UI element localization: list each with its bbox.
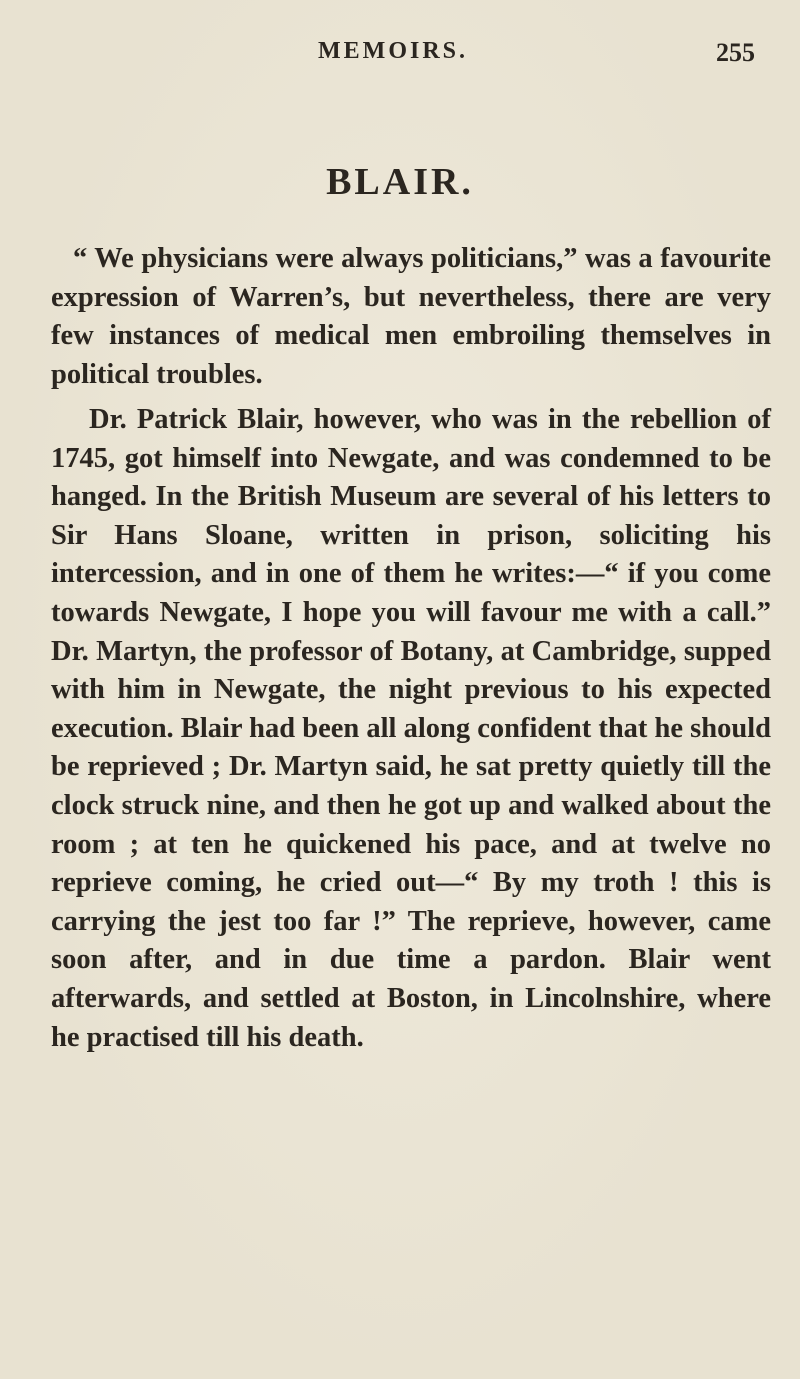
page-number: 255 [716, 38, 755, 67]
paragraph-1: “ We physicians were always politicians,” was a favourite expression of Warren’s, but nevertheless, there are very few instances of medical men embroiling themselves in political troubles. [51, 243, 771, 390]
paragraph-2: Dr. Patrick Blair, however, who was in the rebellion of 1745, got himself into Newgate, and was condemned to be hanged. In the British Museum are several of his letters to Sir Hans Sloane, written in prison, soliciting his intercession, and in one of them he writes:—“ if you come towards Newgate, I hope you will favour me with a call.” Dr. Martyn, the professor of Botany, at Cambridge, supped with him in Newgate, the night previous to his expected execution. Blair had been all along confident that he should be reprieved ; Dr. Martyn said, he sat pretty quietly till the clock struck nine, and then he got up and walked about the room ; at ten he quickened his pace, and at twelve no reprieve coming, he cried out—“ By my troth ! this is carrying the jest too far !” The reprieve, however, came soon after, and in due time a pardon. Blair went afterwards, and settled at Boston, in Lincolnshire, where he practised till his death. [51, 404, 771, 1053]
running-head-title: MEMOIRS. [318, 38, 468, 64]
chapter-title: BLAIR. [326, 161, 474, 203]
running-head [0, 38, 800, 78]
